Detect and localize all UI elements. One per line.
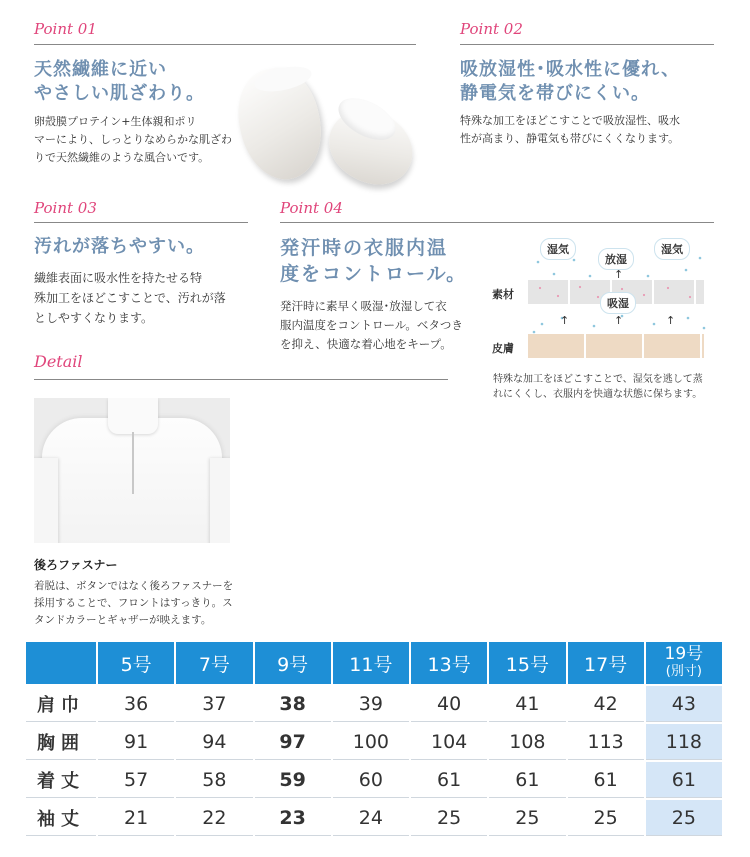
divider <box>34 44 416 45</box>
detail-label: Detail <box>34 352 83 371</box>
arrow-up-icon: ↑ <box>614 314 624 327</box>
size-header: 17号 <box>568 642 644 684</box>
arrow-up-icon: ↑ <box>560 314 570 327</box>
title-line: 天然繊維に近い <box>34 59 167 80</box>
table-cell: 36 <box>98 686 174 722</box>
table-cell: 23 <box>255 800 331 836</box>
body-line: としやすくなります。 <box>34 311 154 325</box>
humidity-bubble: 湿気 <box>540 238 576 260</box>
table-cell: 57 <box>98 762 174 798</box>
table-cell: 41 <box>489 686 565 722</box>
table-cell: 25 <box>568 800 644 836</box>
table-cell: 91 <box>98 724 174 760</box>
size-header: 15号 <box>489 642 565 684</box>
table-cell: 94 <box>176 724 252 760</box>
table-cell: 118 <box>646 724 722 760</box>
point-04-label: Point 04 <box>280 199 343 217</box>
title-line: 発汗時の衣服内温 <box>280 237 449 259</box>
table-cell: 22 <box>176 800 252 836</box>
point-04-body <box>280 297 463 354</box>
humidity-bubble: 湿気 <box>654 238 690 260</box>
point-02-label: Point 02 <box>460 20 523 38</box>
table-cell: 61 <box>411 762 487 798</box>
absorb-bubble: 吸湿 <box>600 292 636 314</box>
table-cell: 43 <box>646 686 722 722</box>
table-cell: 61 <box>646 762 722 798</box>
arrow-up-icon: ↑ <box>614 268 624 281</box>
table-row <box>26 762 722 798</box>
point-02-body <box>460 112 680 148</box>
size-header: 7号 <box>176 642 252 684</box>
skin-layer <box>528 334 704 358</box>
material-label: 素材 <box>492 288 514 301</box>
table-cell: 97 <box>255 724 331 760</box>
table-cell: 24 <box>333 800 409 836</box>
size-header: 5号 <box>98 642 174 684</box>
body-line: 殊加工をほどこすことで、汚れが落 <box>34 291 226 305</box>
table-cell: 100 <box>333 724 409 760</box>
table-cell: 61 <box>489 762 565 798</box>
table-row <box>26 724 722 760</box>
eggshell-image <box>232 62 422 192</box>
caption-line: 特殊な加工をほどこすことで、湿気を逃して蒸 <box>493 374 703 385</box>
table-cell: 21 <box>98 800 174 836</box>
title-line: 度をコントロール。 <box>280 263 468 285</box>
table-row <box>26 686 722 722</box>
body-line: 特殊な加工をほどこすことで吸放湿性、吸水 <box>460 114 680 127</box>
arrow-up-icon: ↑ <box>666 314 676 327</box>
body-line: 性が高まり、静電気も帯びにくくなります。 <box>460 132 680 145</box>
body-line: マーにより、しっとりなめらかな肌ざわ <box>34 133 232 146</box>
point-03-label: Point 03 <box>34 199 97 217</box>
detail-item-title: 後ろファスナー <box>34 558 118 572</box>
size-table <box>24 640 724 838</box>
row-label: 胸囲 <box>26 724 96 760</box>
body-line: タンドカラーとギャザーが映えます。 <box>34 614 212 626</box>
table-cell: 59 <box>255 762 331 798</box>
point-04-title <box>280 235 467 287</box>
divider <box>34 379 448 380</box>
table-cell: 39 <box>333 686 409 722</box>
point-01-label: Point 01 <box>34 20 97 38</box>
table-cell: 104 <box>411 724 487 760</box>
divider <box>280 222 714 223</box>
moisture-diagram <box>490 232 714 372</box>
diagram-caption <box>493 372 703 402</box>
table-cell: 37 <box>176 686 252 722</box>
table-cell: 113 <box>568 724 644 760</box>
title-line: 静電気を帯びにくい。 <box>460 83 650 104</box>
body-line: 発汗時に素早く吸湿･放湿して衣 <box>280 299 447 313</box>
body-line: 繊維表面に吸水性を持たせる特 <box>34 271 203 285</box>
table-cell: 25 <box>411 800 487 836</box>
table-cell: 38 <box>255 686 331 722</box>
table-cell: 61 <box>568 762 644 798</box>
detail-item-body <box>34 578 233 629</box>
body-line: 服内温度をコントロール。ベタつき <box>280 318 463 332</box>
size-header: 11号 <box>333 642 409 684</box>
title-line: やさしい肌ざわり。 <box>34 83 205 104</box>
divider <box>460 44 714 45</box>
point-03-body <box>34 268 226 328</box>
header-line: (別寸) <box>665 664 702 679</box>
row-label: 着丈 <box>26 762 96 798</box>
header-corner <box>26 642 96 684</box>
body-line: 卵殻膜プロテイン+生体親和ポリ <box>34 115 197 128</box>
caption-line: れにくくし、衣服内を快適な状態に保ちます。 <box>493 389 703 400</box>
header-line: 19号 <box>664 644 704 664</box>
table-row <box>26 800 722 836</box>
body-line: 着脱は、ボタンではなく後ろファスナーを <box>34 580 234 592</box>
size-header-row <box>26 642 722 684</box>
divider <box>34 222 248 223</box>
table-cell: 25 <box>646 800 722 836</box>
body-line: を抑え、快適な着心地をキープ。 <box>280 337 452 351</box>
row-label: 袖丈 <box>26 800 96 836</box>
body-line: りで天然繊維のような風合いです。 <box>34 151 210 164</box>
table-cell: 42 <box>568 686 644 722</box>
size-header-special <box>646 642 722 684</box>
point-03-title: 汚れが落ちやすい。 <box>34 236 205 257</box>
table-cell: 40 <box>411 686 487 722</box>
point-01-title <box>34 58 205 106</box>
point-02-title <box>460 58 680 106</box>
size-header: 13号 <box>411 642 487 684</box>
table-cell: 60 <box>333 762 409 798</box>
title-line: 吸放湿性･吸水性に優れ、 <box>460 59 681 80</box>
body-line: 採用することで、フロントはすっきり。ス <box>34 597 233 609</box>
table-cell: 25 <box>489 800 565 836</box>
size-header: 9号 <box>255 642 331 684</box>
table-cell: 108 <box>489 724 565 760</box>
release-bubble: 放湿 <box>598 248 634 270</box>
back-zipper-photo <box>34 398 230 543</box>
skin-label: 皮膚 <box>492 342 514 355</box>
table-cell: 58 <box>176 762 252 798</box>
row-label: 肩巾 <box>26 686 96 722</box>
point-01-body <box>34 113 232 167</box>
